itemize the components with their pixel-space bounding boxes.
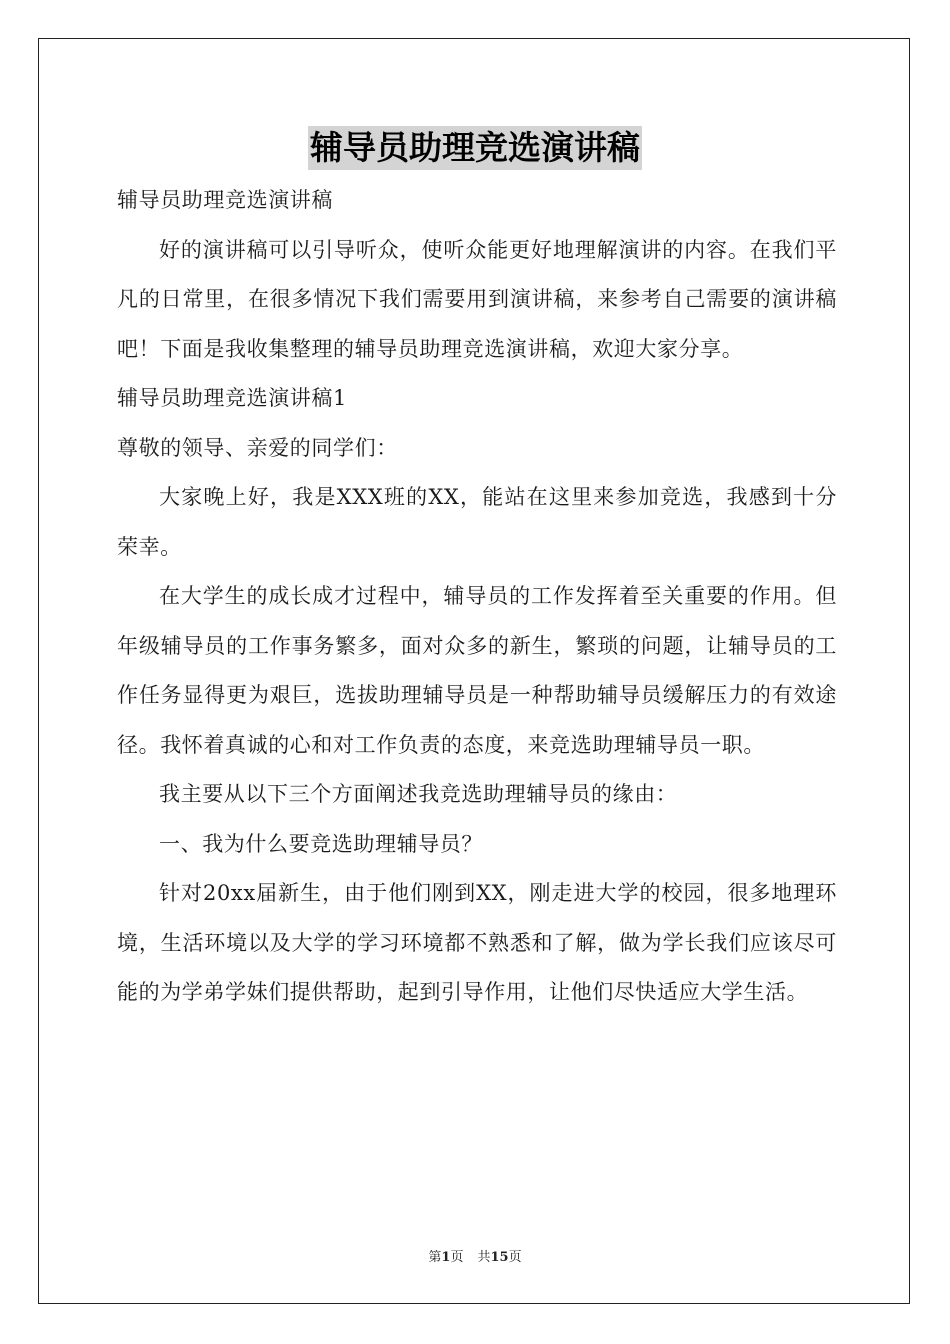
paragraph: 尊敬的领导、亲爱的同学们： — [117, 435, 398, 460]
paragraph: 一、我为什么要竞选助理辅导员？ — [159, 831, 483, 856]
title-container — [0, 126, 950, 170]
paragraph: 针对20xx届新生，由于他们刚到XX，刚走进大学的校园，很多地理环境，生活环境以及大学的学习环境都不熟悉和了解，做为学长我们应该尽可能的为学弟学妹们提供帮助，起到引导作用，让他们尽快适应大学生活。 — [117, 881, 837, 1004]
paragraph: 我主要从以下三个方面阐述我竞选助理辅导员的缘由： — [159, 782, 678, 806]
page-number: 1 — [441, 1250, 451, 1265]
total-suffix: 页 — [508, 1250, 522, 1265]
document-title: 辅导员助理竞选演讲稿 — [308, 126, 642, 170]
total-prefix: 共 — [477, 1250, 491, 1265]
paragraph: 在大学生的成长成才过程中，辅导员的工作发挥着至关重要的作用。但年级辅导员的工作事务繁多，面对众多的新生，繁琐的问题，让辅导员的工作任务显得更为艰巨，选拔助理辅导员是一种帮助辅导员缓解压力的有效途径。我怀着真诚的心和对工作负责的态度，来竞选助理辅导员一职。 — [117, 584, 837, 757]
document-body — [117, 176, 837, 1018]
paragraph: 好的演讲稿可以引导听众，使听众能更好地理解演讲的内容。在我们平凡的日常里，在很多情况下我们需要用到演讲稿，来参考自己需要的演讲稿吧！下面是我收集整理的辅导员助理竞选演讲稿，欢迎大家分享。 — [117, 237, 837, 361]
page-prefix: 第 — [428, 1250, 442, 1265]
page-suffix: 页 — [450, 1250, 464, 1265]
paragraph: 辅导员助理竞选演讲稿1 — [117, 386, 347, 410]
page-footer — [0, 1249, 950, 1267]
total-pages: 15 — [490, 1250, 509, 1265]
paragraph: 辅导员助理竞选演讲稿 — [117, 188, 333, 212]
paragraph: 大家晚上好，我是XXX班的XX，能站在这里来参加竞选，我感到十分荣幸。 — [117, 485, 837, 559]
